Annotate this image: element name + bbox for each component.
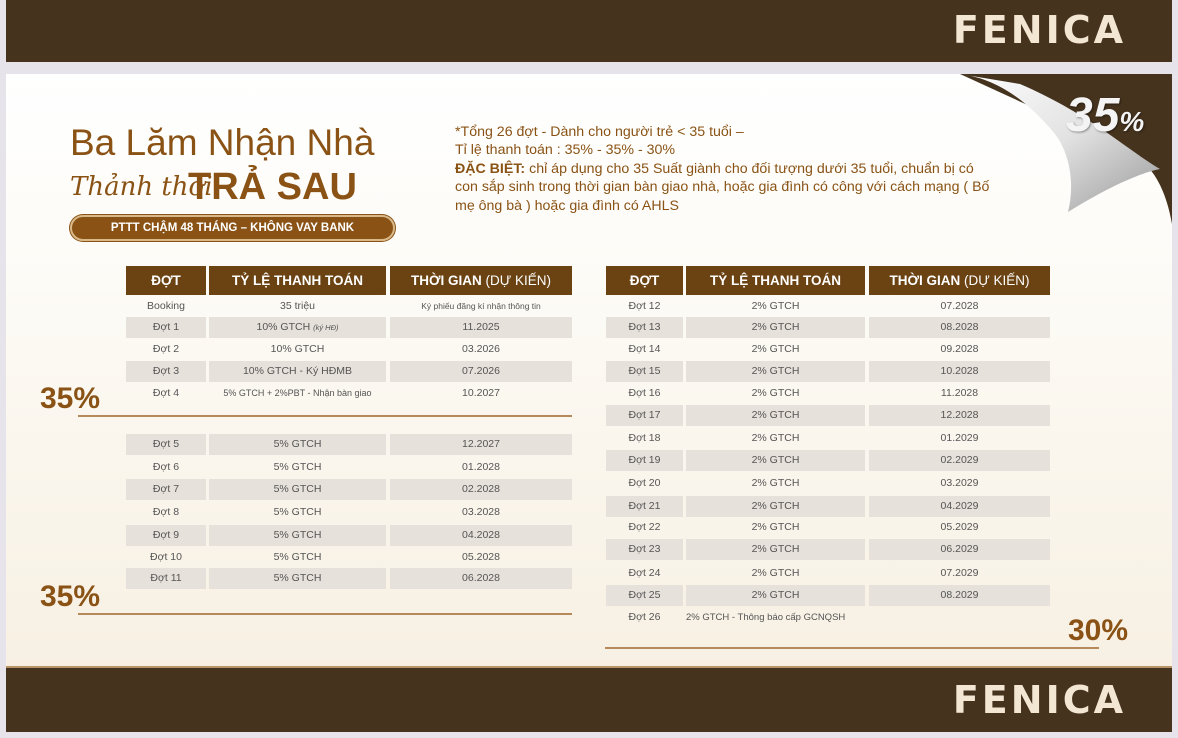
right-row-rate: 2% GTCH <box>686 496 865 517</box>
right-row-time: 07.2028 <box>940 300 979 312</box>
right-row-time: 06.2029 <box>869 539 1050 560</box>
note-special: ĐẶC BIỆT: chỉ áp dụng cho 35 Suất giành cho đối tượng dưới 35 tuổi, chuẩn bị có con sắp sinh trong thời gian bàn giao nhà, hoặc gia đình có công với cách mạng ( Bố mẹ ông bà ) hoặc gia đình có AHLS <box>455 160 990 214</box>
left-row-rate: 35 triệu <box>279 300 316 312</box>
divider <box>605 647 1099 649</box>
left-header-time: THỜI GIAN (DỰ KIẾN) <box>390 266 572 295</box>
right-row-time: 12.2028 <box>869 405 1050 426</box>
left-row-rate: 5% GTCH <box>273 461 322 473</box>
left-row-time: 03.2026 <box>462 343 500 355</box>
left-row-time: 07.2026 <box>390 361 572 382</box>
right-row-time: 07.2029 <box>940 567 979 579</box>
left-row-dot: Đợt 8 <box>152 506 180 518</box>
left-header-dot: ĐỢT <box>126 266 206 295</box>
left-row-rate: 5% GTCH <box>273 551 322 563</box>
right-row-rate: 2% GTCH <box>686 317 865 338</box>
left-row-time: 10.2027 <box>462 387 500 399</box>
left-row-rate: 5% GTCH <box>209 525 386 546</box>
left-row-rate: 5% GTCH + 2%PBT - Nhận bàn giao <box>223 388 372 398</box>
left-row-time: 06.2028 <box>390 568 572 589</box>
right-row-time: 11.2028 <box>940 387 979 399</box>
payment-method-pill: PTTT CHẬM 48 THÁNG – KHÔNG VAY BANK <box>70 215 395 241</box>
right-row-rate: 2% GTCH <box>751 521 800 533</box>
note-line-1: *Tổng 26 đợt - Dành cho người trẻ < 35 tuổi – <box>455 124 744 140</box>
right-row-time: 10.2028 <box>869 361 1050 382</box>
divider <box>78 613 572 615</box>
right-row-rate: 2% GTCH - Thông báo cấp GCNQSH <box>686 612 846 623</box>
headline: Ba Lăm Nhận Nhà <box>70 122 375 163</box>
promo-note <box>455 123 995 215</box>
right-row-rate: 2% GTCH <box>686 405 865 426</box>
top-banner <box>6 0 1172 62</box>
right-row-dot: Đợt 12 <box>628 300 661 312</box>
left-row-rate: 5% GTCH <box>209 568 386 589</box>
right-header-time: THỜI GIAN (DỰ KIẾN) <box>869 266 1050 295</box>
right-row-time: 02.2029 <box>869 450 1050 471</box>
right-row-rate: 2% GTCH <box>751 300 800 312</box>
right-row-dot: Đợt 22 <box>628 521 661 533</box>
right-row-time: 04.2029 <box>869 496 1050 517</box>
right-row-rate: 2% GTCH <box>751 343 800 355</box>
right-row-dot: Đợt 21 <box>606 496 683 517</box>
right-row-dot: Đợt 16 <box>628 387 661 399</box>
left-row-dot: Booking <box>147 300 185 312</box>
right-row-dot: Đợt 15 <box>606 361 683 382</box>
left-header-rate: TỶ LỆ THANH TOÁN <box>209 266 386 295</box>
right-row-dot: Đợt 26 <box>628 611 661 623</box>
left-row-rate: 10% GTCH - Ký HĐMB <box>209 361 386 382</box>
right-header-dot: ĐỢT <box>606 266 683 295</box>
left-row-rate: 5% GTCH <box>209 434 386 455</box>
left-row-rate: 5% GTCH <box>209 479 386 500</box>
left-row-rate: 10% GTCH (ký HĐ) <box>209 317 386 338</box>
right-header-rate: TỶ LỆ THANH TOÁN <box>686 266 865 295</box>
note-line-2: Tỉ lệ thanh toán : 35% - 35% - 30% <box>455 142 676 159</box>
right-row-time: 05.2029 <box>940 521 979 533</box>
left-row-time: 12.2027 <box>390 434 572 455</box>
headline-script: Thảnh thơi <box>70 172 213 202</box>
right-row-rate: 2% GTCH <box>751 387 800 399</box>
left-row-dot: Đợt 6 <box>152 461 180 473</box>
right-row-dot: Đợt 20 <box>628 477 661 489</box>
right-row-dot: Đợt 13 <box>606 317 683 338</box>
right-row-rate: 2% GTCH <box>686 450 865 471</box>
right-row-time: 09.2028 <box>940 343 979 355</box>
corner-percent-badge: 35% <box>1066 89 1145 142</box>
left-row-rate: 10% GTCH <box>270 343 325 355</box>
right-row-time: 01.2029 <box>940 432 979 444</box>
left-row-dot: Đợt 5 <box>126 434 206 455</box>
right-row-rate: 2% GTCH <box>686 539 865 560</box>
left-row-dot: Đợt 3 <box>126 361 206 382</box>
right-row-dot: Đợt 25 <box>606 585 683 606</box>
right-row-dot: Đợt 14 <box>628 343 661 355</box>
left-row-time: 04.2028 <box>390 525 572 546</box>
left-row-dot: Đợt 11 <box>126 568 206 589</box>
left-row-rate: 5% GTCH <box>273 506 322 518</box>
right-row-time: 08.2028 <box>869 317 1050 338</box>
fenica-logo: FENICA <box>952 678 1126 722</box>
left-row-dot: Đợt 1 <box>126 317 206 338</box>
left-pct-2: 35% <box>40 580 101 613</box>
right-row-dot: Đợt 23 <box>606 539 683 560</box>
right-row-dot: Đợt 24 <box>628 567 661 579</box>
right-row-dot: Đợt 19 <box>606 450 683 471</box>
left-row-time: Ký phiếu đăng kí nhận thông tin <box>421 301 541 311</box>
left-pct-1: 35% <box>40 382 101 415</box>
left-row-dot: Đợt 4 <box>152 387 180 399</box>
right-row-dot: Đợt 17 <box>606 405 683 426</box>
left-row-time: 03.2028 <box>462 506 500 518</box>
right-row-time: 08.2029 <box>869 585 1050 606</box>
right-row-time: 03.2029 <box>940 477 979 489</box>
divider <box>78 415 572 417</box>
left-row-time: 05.2028 <box>462 551 500 563</box>
left-row-dot: Đợt 2 <box>152 343 180 355</box>
bottom-banner <box>6 666 1172 732</box>
right-row-rate: 2% GTCH <box>686 361 865 382</box>
left-row-time: 11.2025 <box>390 317 572 338</box>
right-row-rate: 2% GTCH <box>686 585 865 606</box>
right-row-rate: 2% GTCH <box>751 432 800 444</box>
headline-tra-sau: TRẢ SAU <box>188 166 357 208</box>
left-row-dot: Đợt 10 <box>150 551 182 563</box>
left-row-time: 01.2028 <box>462 461 500 473</box>
left-row-dot: Đợt 9 <box>126 525 206 546</box>
right-row-rate: 2% GTCH <box>751 477 800 489</box>
left-row-time: 02.2028 <box>390 479 572 500</box>
fenica-logo: FENICA <box>952 8 1126 52</box>
right-row-rate: 2% GTCH <box>751 567 800 579</box>
right-row-dot: Đợt 18 <box>628 432 661 444</box>
right-pct: 30% <box>1068 614 1129 647</box>
left-row-dot: Đợt 7 <box>126 479 206 500</box>
